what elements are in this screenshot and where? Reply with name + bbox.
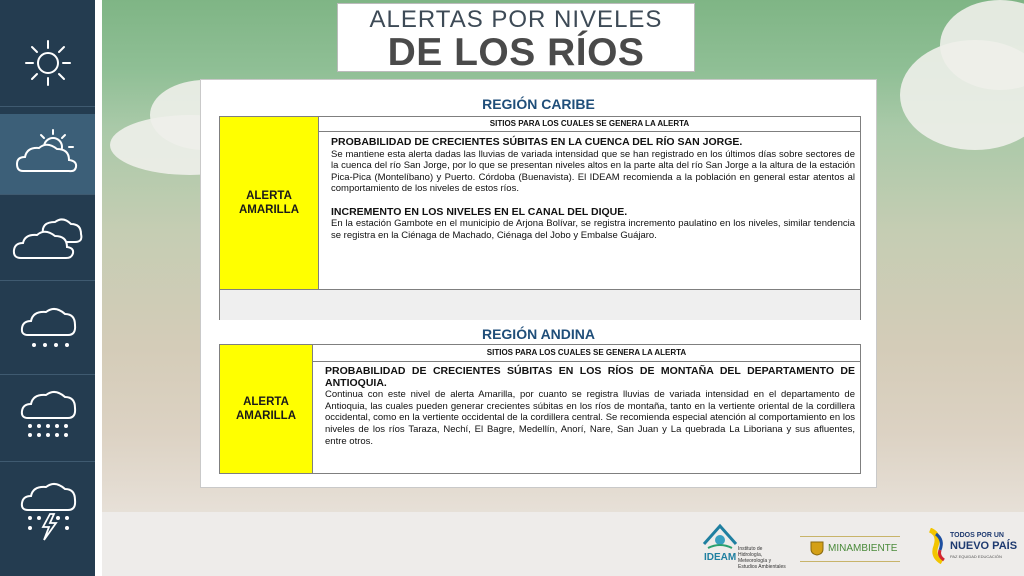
gov-slogan-line2: NUEVO PAÍS [950,540,1018,552]
region-title-andina: REGIÓN ANDINA [481,326,596,342]
cloud-heavy-rain-icon [18,388,78,448]
andina-block1-title: PROBABILIDAD DE CRECIENTES SÚBITAS EN LOS RÍOS DE MONTAÑA DEL DEPARTAMENTO DE ANTIOQUIA. [325,365,855,389]
sidebar-divider [95,0,102,576]
page-title-line1: ALERTAS POR NIVELES [369,6,663,33]
sidebar-item-heavy-rain[interactable] [0,375,95,462]
government-logo [926,520,1022,572]
page-title-line2: DE LOS RÍOS [387,31,645,74]
sun-cloud-icon [13,127,83,181]
clouds-icon [11,212,85,262]
sidebar-item-storm[interactable] [0,468,95,554]
sun-icon [21,36,75,90]
caribe-block1-title: PROBABILIDAD DE CRECIENTES SÚBITAS EN LA CUENCA DEL RÍO SAN JORGE. [331,136,743,148]
cloud-light-rain-icon [18,303,78,359]
gov-slogan-line1: TODOS POR UN [950,532,1004,539]
alert-document [201,80,876,487]
page-title [337,3,695,72]
gov-slogan-line3: PAZ EQUIDAD EDUCACIÓN [950,554,1002,559]
sidebar-item-sun-cloud[interactable] [0,114,95,195]
andina-alert-content [325,366,855,447]
sidebar-item-light-rain[interactable] [0,288,95,375]
weather-sidebar [0,0,95,576]
coat-of-arms-icon [810,540,824,556]
alert-label-line1: ALERTA [243,396,289,408]
ideam-name: IDEAM [704,552,737,563]
region-separator [219,290,861,320]
cloud-storm-icon [18,480,78,542]
sidebar-item-sun[interactable] [0,20,95,107]
sidebar-item-clouds[interactable] [0,194,95,281]
andina-block1-text: Continua con este nivel de alerta Amarilla, por cuanto se registra lluvias de variada intensidad en el departamento de Antioquia, las cuales pueden generar crecientes súbitas en los ríos de montaña, tanto en la vertiente oriental de la cordillera occidental, como en la vertiente occidental de la cordillera central. Se recomienda especial atención al comportamiento en los niveles de los ríos Taraza, Nechí, El Bagre, Medellín, Anorí, Nare, San Juan y La quebrada La Liboriana y sus afluentes, entre otros. [325,389,855,447]
caribe-alert-content [331,137,855,241]
caribe-block2-title: INCREMENTO EN LOS NIVELES EN EL CANAL DEL DIQUE. [331,205,628,218]
minambiente-logo [800,520,900,572]
region-title-caribe: REGIÓN CARIBE [482,96,595,112]
andina-alert-level [220,345,313,473]
andina-sites-header: SITIOS PARA LOS CUALES SE GENERA LA ALERTA [313,345,860,362]
minambiente-name: MINAMBIENTE [828,543,898,554]
andina-alert-table [219,344,861,474]
ideam-subtitle: Instituto de Hidrología, Meteorología y Estudios Ambientales [738,546,786,570]
alert-label-line2: AMARILLA [238,204,300,216]
ideam-logo [700,520,790,572]
caribe-block1-text: Se mantiene esta alerta dadas las lluvias de variada intensidad que se han registrado en los últimos días sobre sectores de la cuenca del río San Jorge, por lo que se presentan niveles altos en la parte alta del río San Jorge a la altura de la estación Pica-Pica (Montelíbano) y Puerto. Córdoba (Buenavista). El IDEAM recomienda a la población en general estar atentos al comportamiento de los niveles de estos ríos. [331,148,855,195]
caribe-sites-header: SITIOS PARA LOS CUALES SE GENERA LA ALERTA [319,117,860,132]
caribe-alert-table [219,116,861,290]
alert-label-line2: AMARILLA [235,410,297,422]
alert-label-line1: ALERTA [246,190,292,202]
caribe-block2-text: En la estación Gambote en el municipio de Arjona Bolívar, se registra incremento paulatino en los niveles, similar tendencia se registra en la Ciénaga de Machado, Ciénaga del Jobo y Embalse Guájaro. [331,218,855,241]
ideam-emblem-icon [702,522,738,552]
caribe-alert-level [220,117,319,289]
colombia-flag-icon [926,528,948,564]
